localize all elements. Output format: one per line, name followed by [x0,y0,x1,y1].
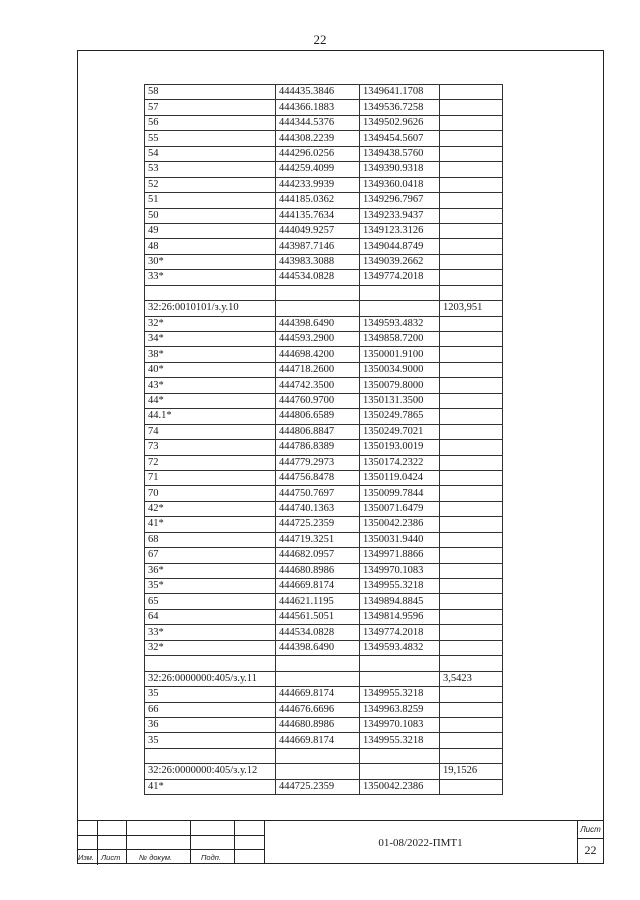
table-row [145,115,503,130]
point-id-cell: 33* [145,625,276,640]
area-cell [440,100,503,115]
x-coordinate-cell [276,748,360,763]
y-coordinate-cell: 1350042.2386 [360,779,440,794]
x-coordinate-cell: 444760.9700 [276,393,360,408]
table-row [145,223,503,238]
point-id-cell: 51 [145,193,276,208]
table-row [145,177,503,192]
y-coordinate-cell: 1350174.2322 [360,455,440,470]
area-cell [440,347,503,362]
y-coordinate-cell: 1350001.9100 [360,347,440,362]
point-id-cell: 73 [145,440,276,455]
table-row [145,440,503,455]
area-cell [440,594,503,609]
point-id-cell: 35* [145,579,276,594]
area-cell [440,208,503,223]
table-row [145,378,503,393]
point-id-cell: 74 [145,424,276,439]
point-id-cell: 32:26:0010101/з.у.10 [145,301,276,316]
y-coordinate-cell: 1349296.7967 [360,193,440,208]
table-row [145,640,503,655]
table-row [145,455,503,470]
y-coordinate-cell [360,285,440,300]
x-coordinate-cell: 444344.5376 [276,115,360,130]
x-coordinate-cell: 444398.6490 [276,316,360,331]
y-coordinate-cell [360,764,440,779]
x-coordinate-cell: 444680.8986 [276,563,360,578]
area-cell [440,393,503,408]
table-row [145,239,503,254]
x-coordinate-cell: 444680.8986 [276,717,360,732]
stamp-divider [190,821,191,864]
y-coordinate-cell: 1349970.1083 [360,563,440,578]
point-id-cell: 30* [145,254,276,269]
area-cell [440,424,503,439]
table-row [145,579,503,594]
sheet-label: Лист [580,825,601,834]
y-coordinate-cell: 1349454.5607 [360,131,440,146]
table-row [145,254,503,269]
table-row [145,424,503,439]
table-row [145,362,503,377]
x-coordinate-cell: 444621.1195 [276,594,360,609]
stamp-divider [126,821,127,864]
x-coordinate-cell: 444742.3500 [276,378,360,393]
table-row [145,316,503,331]
area-cell [440,702,503,717]
area-cell [440,378,503,393]
table-row [145,548,503,563]
y-coordinate-cell: 1350042.2386 [360,517,440,532]
table-row [145,764,503,779]
page-number-top: 22 [313,32,327,47]
y-coordinate-cell: 1350193.0019 [360,440,440,455]
y-coordinate-cell: 1349593.4832 [360,640,440,655]
area-cell [440,733,503,748]
x-coordinate-cell: 444676.6696 [276,702,360,717]
y-coordinate-cell: 1349502.9626 [360,115,440,130]
point-id-cell: 41* [145,517,276,532]
point-id-cell: 72 [145,455,276,470]
table-row [145,347,503,362]
point-id-cell: 36 [145,717,276,732]
x-coordinate-cell: 444398.6490 [276,640,360,655]
table-row [145,671,503,686]
table-row [145,270,503,285]
table-row [145,193,503,208]
point-id-cell: 42* [145,501,276,516]
point-id-cell: 41* [145,779,276,794]
x-coordinate-cell: 444669.8174 [276,687,360,702]
area-cell [440,501,503,516]
area-cell [440,162,503,177]
y-coordinate-cell: 1349955.3218 [360,579,440,594]
title-block [77,820,604,864]
y-coordinate-cell: 1350249.7865 [360,409,440,424]
point-id-cell: 48 [145,239,276,254]
x-coordinate-cell: 443983.3088 [276,254,360,269]
point-id-cell [145,748,276,763]
y-coordinate-cell: 1349955.3218 [360,687,440,702]
point-id-cell [145,656,276,671]
point-id-cell: 35 [145,733,276,748]
point-id-cell: 56 [145,115,276,130]
area-cell [440,625,503,640]
y-coordinate-cell: 1349536.7258 [360,100,440,115]
stamp-divider [97,821,98,865]
x-coordinate-cell: 444135.7634 [276,208,360,223]
x-coordinate-cell: 444233.9939 [276,177,360,192]
stamp-row-line [77,849,264,850]
y-coordinate-cell: 1349360.0418 [360,177,440,192]
x-coordinate-cell: 444725.2359 [276,779,360,794]
x-coordinate-cell [276,671,360,686]
y-coordinate-cell: 1350034.9000 [360,362,440,377]
point-id-cell: 55 [145,131,276,146]
stamp-label-revision: Изм. [78,853,94,862]
area-cell [440,486,503,501]
table-row [145,609,503,624]
x-coordinate-cell: 444779.2973 [276,455,360,470]
stamp-divider [234,821,235,864]
y-coordinate-cell: 1350031.9440 [360,532,440,547]
x-coordinate-cell: 444725.2359 [276,517,360,532]
y-coordinate-cell: 1349593.4832 [360,316,440,331]
area-cell [440,239,503,254]
table-row [145,517,503,532]
x-coordinate-cell: 444786.8389 [276,440,360,455]
y-coordinate-cell: 1349039.2662 [360,254,440,269]
x-coordinate-cell: 444185.0362 [276,193,360,208]
x-coordinate-cell: 444296.0256 [276,146,360,161]
table-row [145,332,503,347]
area-cell [440,455,503,470]
x-coordinate-cell: 444259.4099 [276,162,360,177]
y-coordinate-cell: 1350071.6479 [360,501,440,516]
table-row [145,733,503,748]
point-id-cell: 44.1* [145,409,276,424]
x-coordinate-cell [276,764,360,779]
x-coordinate-cell [276,285,360,300]
stamp-label-sheet: Лист [101,853,121,862]
point-id-cell: 58 [145,85,276,100]
x-coordinate-cell: 444561.5051 [276,609,360,624]
x-coordinate-cell: 444682.0957 [276,548,360,563]
point-id-cell: 32* [145,640,276,655]
area-cell [440,362,503,377]
y-coordinate-cell: 1350119.0424 [360,470,440,485]
table-row [145,501,503,516]
y-coordinate-cell: 1349438.5760 [360,146,440,161]
x-coordinate-cell: 444806.8847 [276,424,360,439]
area-cell [440,223,503,238]
table-row [145,625,503,640]
x-coordinate-cell: 444750.7697 [276,486,360,501]
y-coordinate-cell: 1349971.8866 [360,548,440,563]
y-coordinate-cell: 1349044.8749 [360,239,440,254]
area-cell [440,640,503,655]
table-row [145,285,503,300]
area-cell: 19,1526 [440,764,503,779]
point-id-cell: 32:26:0000000:405/з.у.11 [145,671,276,686]
point-id-cell: 35 [145,687,276,702]
x-coordinate-cell: 444806.6589 [276,409,360,424]
area-cell [440,687,503,702]
point-id-cell: 71 [145,470,276,485]
area-cell [440,409,503,424]
x-coordinate-cell: 444593.2900 [276,332,360,347]
x-coordinate-cell [276,656,360,671]
table-row [145,146,503,161]
table-row [145,594,503,609]
x-coordinate-cell: 444534.0828 [276,625,360,640]
area-cell [440,470,503,485]
x-coordinate-cell: 444698.4200 [276,347,360,362]
stamp-label-document: № докум. [139,853,173,862]
point-id-cell: 34* [145,332,276,347]
point-id-cell: 33* [145,270,276,285]
table-row [145,532,503,547]
point-id-cell: 68 [145,532,276,547]
x-coordinate-cell: 444366.1883 [276,100,360,115]
y-coordinate-cell [360,301,440,316]
area-cell: 3,5423 [440,671,503,686]
table-row [145,687,503,702]
table-row [145,656,503,671]
coordinates-table [144,84,503,795]
table-row [145,301,503,316]
stamp-row-line [77,835,264,836]
y-coordinate-cell: 1349233.9437 [360,208,440,223]
area-cell [440,332,503,347]
point-id-cell: 57 [145,100,276,115]
y-coordinate-cell: 1349390.9318 [360,162,440,177]
y-coordinate-cell: 1349970.1083 [360,717,440,732]
x-coordinate-cell: 444669.8174 [276,733,360,748]
table-row [145,131,503,146]
y-coordinate-cell: 1349774.2018 [360,625,440,640]
area-cell [440,532,503,547]
table-row [145,85,503,100]
area-cell [440,609,503,624]
table-row [145,208,503,223]
x-coordinate-cell: 444308.2239 [276,131,360,146]
table-row [145,717,503,732]
y-coordinate-cell: 1350131.3500 [360,393,440,408]
table-row [145,779,503,794]
y-coordinate-cell: 1349955.3218 [360,733,440,748]
point-id-cell: 65 [145,594,276,609]
area-cell [440,563,503,578]
point-id-cell: 32:26:0000000:405/з.у.12 [145,764,276,779]
area-cell [440,656,503,671]
area-cell [440,316,503,331]
point-id-cell: 64 [145,609,276,624]
sheet-number: 22 [584,843,597,857]
y-coordinate-cell [360,671,440,686]
table-row [145,100,503,115]
y-coordinate-cell: 1349123.3126 [360,223,440,238]
table-row [145,470,503,485]
table-row [145,748,503,763]
y-coordinate-cell: 1349858.7200 [360,332,440,347]
area-cell [440,548,503,563]
x-coordinate-cell: 444435.3846 [276,85,360,100]
stamp-label-signature: Подп. [201,853,221,862]
point-id-cell: 53 [145,162,276,177]
point-id-cell: 32* [145,316,276,331]
point-id-cell: 52 [145,177,276,192]
y-coordinate-cell [360,748,440,763]
x-coordinate-cell: 444740.1363 [276,501,360,516]
point-id-cell: 49 [145,223,276,238]
area-cell [440,177,503,192]
area-cell [440,270,503,285]
x-coordinate-cell [276,301,360,316]
table-row [145,409,503,424]
y-coordinate-cell: 1349641.1708 [360,85,440,100]
table-row [145,393,503,408]
point-id-cell: 36* [145,563,276,578]
area-cell [440,779,503,794]
point-id-cell: 43* [145,378,276,393]
x-coordinate-cell: 444719.3251 [276,532,360,547]
area-cell [440,717,503,732]
y-coordinate-cell: 1350099.7844 [360,486,440,501]
x-coordinate-cell: 444049.9257 [276,223,360,238]
point-id-cell: 70 [145,486,276,501]
area-cell [440,131,503,146]
area-cell [440,115,503,130]
x-coordinate-cell: 444718.2600 [276,362,360,377]
area-cell [440,193,503,208]
y-coordinate-cell: 1349814.9596 [360,609,440,624]
table-row [145,486,503,501]
stamp-row-line [577,838,604,839]
y-coordinate-cell: 1349963.8259 [360,702,440,717]
point-id-cell [145,285,276,300]
area-cell [440,748,503,763]
area-cell [440,517,503,532]
point-id-cell: 38* [145,347,276,362]
x-coordinate-cell: 444756.8478 [276,470,360,485]
area-cell [440,285,503,300]
y-coordinate-cell: 1350079.8000 [360,378,440,393]
point-id-cell: 54 [145,146,276,161]
point-id-cell: 66 [145,702,276,717]
point-id-cell: 40* [145,362,276,377]
y-coordinate-cell: 1349774.2018 [360,270,440,285]
x-coordinate-cell: 443987.7146 [276,239,360,254]
y-coordinate-cell: 1349894.8845 [360,594,440,609]
area-cell [440,254,503,269]
y-coordinate-cell: 1350249.7021 [360,424,440,439]
x-coordinate-cell: 444669.8174 [276,579,360,594]
area-cell [440,579,503,594]
area-cell [440,85,503,100]
y-coordinate-cell [360,656,440,671]
point-id-cell: 44* [145,393,276,408]
point-id-cell: 50 [145,208,276,223]
x-coordinate-cell: 444534.0828 [276,270,360,285]
table-row [145,563,503,578]
area-cell [440,146,503,161]
area-cell [440,440,503,455]
area-cell: 1203,951 [440,301,503,316]
point-id-cell: 67 [145,548,276,563]
table-row [145,162,503,177]
document-code: 01-08/2022-ПМТ1 [378,837,463,849]
table-row [145,702,503,717]
